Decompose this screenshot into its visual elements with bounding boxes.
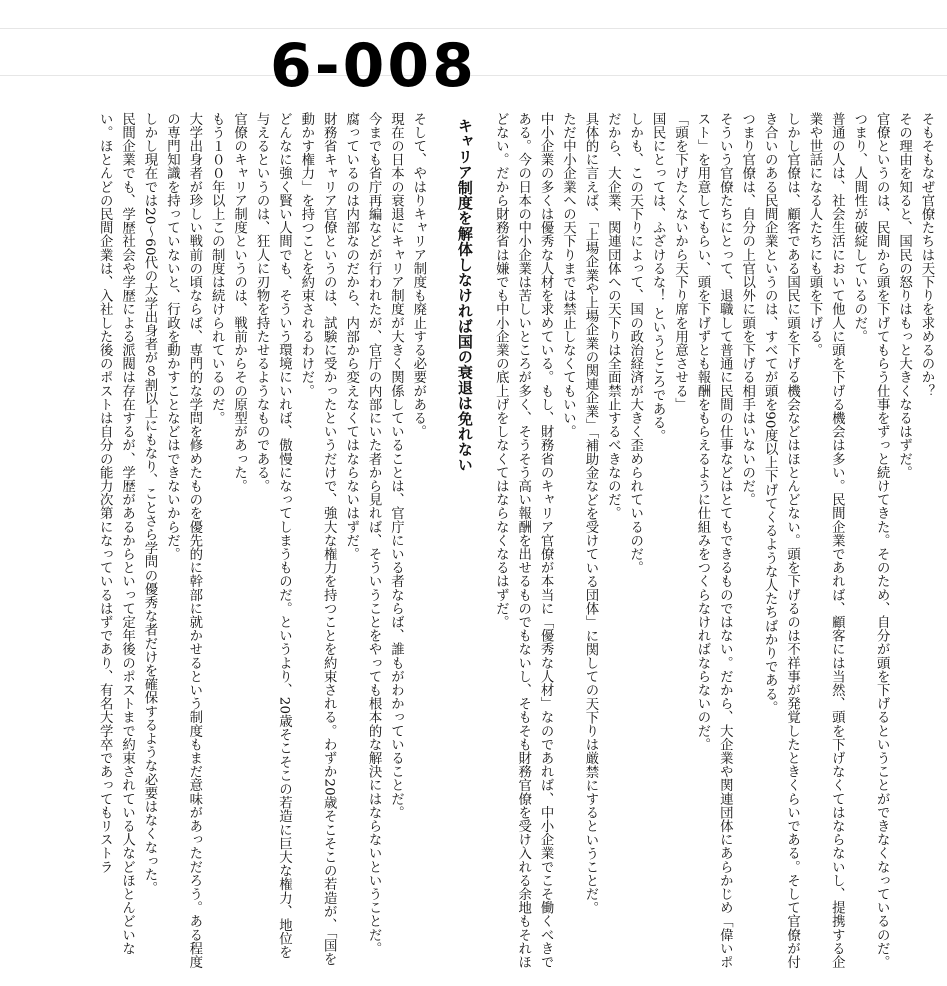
paragraph: 普通の人は、社会生活において他人に頭を下げる機会は多い。民間企業であれば、顧客には当然、頭を下げなくてはならないし、提携する企業や世話になる人たちにも頭を下げる。 <box>806 112 845 969</box>
paragraph: 今までも省庁再編などが行われたが、官庁の内部にいた者から見れば、そういうことをやっても根本的な解決にはならないということだ。 <box>366 112 382 956</box>
paragraph: 現在の日本の衰退にキャリア制度が大きく関係していることは、官庁にいる者ならば、誰もがわかっていることだ。 <box>388 112 404 820</box>
paragraph: 中小企業の多くは優秀な人材を求めている。もし、財務省のキャリア官僚が本当に「優秀な人材」なのであれば、中小企業でこそ働くべきである。今の日本の中小企業は苦しいところが多く、そうそう高い報酬を出せるものでもないし、そもそも財務官僚を受け入れる余地もそれほどない。だから財務省は嫌でも中小企業の底上げをしなくてはならなくなるはずだ。 <box>493 112 554 969</box>
paragraph: 国民にとっては、ふざけるな！ というところである。 <box>650 112 666 443</box>
paragraph: つまり官僚は、自分の上官以外に頭を下げる相手はいないのだ。 <box>739 112 755 507</box>
paragraph: しかも、この天下りによって、国の政治経済が大きく歪められているのだ。 <box>627 112 643 575</box>
paragraph: 官僚というのは、民間から頭を下げてもらう仕事をずっと続けてきた。そのため、自分が頭を下げるということができなくなっているのだ。つまり、人間性が破綻しているのだ。 <box>851 112 890 969</box>
paragraph: そういう官僚たちにとって、退職して普通に民間の仕事などはとてもできるものではない。だから、大企業や関連団体にあらかじめ「偉いポスト」を用意してもらい、頭を下げずとも報酬をもらえるように仕組みをつくらなければならないのだ。 <box>694 112 733 969</box>
paragraph: 大学出身者が珍しい戦前の頃ならば、専門的な学問を修めたものを優先的に幹部に就かせるという制度もまだ意味があっただろう。ある程度の専門知識を持っていないと、行政を動かすことなどはできないからだ。 <box>164 112 202 969</box>
paragraph: そして、やはりキャリア制度も廃止する必要がある。 <box>410 112 426 439</box>
paragraph: もう１００年以上この制度は続けられているのだ。 <box>209 112 225 425</box>
paragraph: どんなに強く賢い人間でも、そういう環境にいれば、傲慢になってしまうものだ。というより、20歳そこそこの若造に巨大な権力、地位を与えるというのは、狂人に刃物を持たせるようなものである。 <box>254 112 292 960</box>
section-heading: キャリア制度を解体しなければ国の衰退は免れない <box>455 118 474 473</box>
paragraph: だから、大企業、関連団体への天下りは全面禁止するべきなのだ。 <box>605 112 621 520</box>
paragraph: ただ中小企業への天下りまでは禁止しなくてもいい。 <box>560 112 576 439</box>
paragraph: 官僚のキャリア制度というのは、戦前からその原型があった。 <box>231 112 247 493</box>
paragraph: しかし官僚は、顧客である国民に頭を下げる機会などはほとんどない。頭を下げるのは不祥事が発覚したときくらいである。そして官僚が付き合いのある民間企業というのは、すべてが頭を90度以上下げてくるような人たちばかりである。 <box>762 112 800 969</box>
paragraph: 具体的に言えば、「上場企業や上場企業の関連企業」「補助金などを受けている団体」に関しての天下りは厳禁にするということだ。 <box>582 112 598 915</box>
paragraph: 腐っているのは内部なのだから、内部から変えなくてはならないはずだ。 <box>343 112 359 561</box>
paragraph: しかし現在では20～60代の大学出身者が８割以上にもなり、ことさら学問の優秀な者だけを確保するような必要はなくなった。 <box>142 112 157 895</box>
top-divider <box>0 28 947 29</box>
paragraph: 「頭を下げたくないから天下り席を用意させる」 <box>672 112 688 412</box>
paragraph: その理由を知ると、国民の怒りはもっと大きくなるはずだ。 <box>896 112 912 480</box>
paragraph: 財務省キャリア官僚というのは、試験に受かったというだけで、強大な権力を持つことを約束される。わずか20歳そこそこの若造が、「国を動かす権力」を持つことを約束されるわけだ。 <box>298 112 337 966</box>
paragraph: 民間企業でも、学歴社会や学歴による派閥は存在するが、学歴があるからといって定年後のポストまで約束されている人などほとんどいない。ほとんどの民間企業は、入社した後のポストは自分の能力次第になっているはずであり、有名大学卒であってもリストラ <box>97 112 135 956</box>
vertical-body-text <box>27 112 937 972</box>
page-number: 6-008 <box>270 31 477 101</box>
paragraph: そもそもなぜ官僚たちは天下りを求めるのか？ <box>919 112 934 398</box>
